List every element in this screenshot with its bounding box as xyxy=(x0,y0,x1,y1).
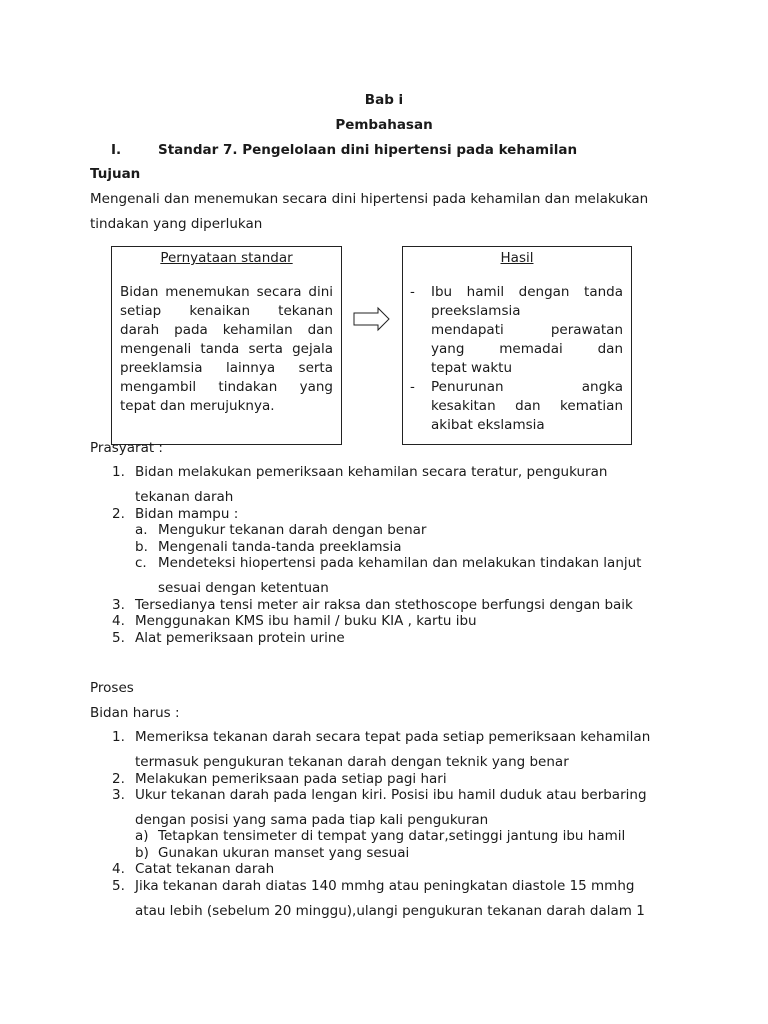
result-item-text: akibat ekslamsia xyxy=(431,417,545,433)
proses-subheading: Bidan harus : xyxy=(90,705,180,721)
list-marker: 4. xyxy=(112,613,125,629)
list-item-text: Tersedianya tensi meter air raksa dan stethoscope berfungsi dengan baik xyxy=(135,597,633,613)
list-item-text: Tetapkan tensimeter di tempat yang datar,setinggi jantung ibu hamil xyxy=(158,828,626,844)
result-item-line xyxy=(431,397,623,416)
statement-line: mengenali tanda serta gejala xyxy=(120,341,333,357)
chapter-title: Bab i xyxy=(364,92,404,108)
list-item-text: Bidan mampu : xyxy=(135,506,239,522)
result-item-text: yang memadai dan xyxy=(431,341,623,357)
result-item-text: kesakitan dan kematian xyxy=(431,398,623,414)
result-item-line xyxy=(410,283,623,302)
result-box-list xyxy=(410,283,623,435)
tujuan-text-line-1: Mengenali dan menemukan secara dini hipertensi pada kehamilan dan melakukan xyxy=(90,191,649,207)
list-item-text: Ukur tekanan darah pada lengan kiri. Posisi ibu hamil duduk atau berbaring xyxy=(135,787,647,803)
list-marker: 2. xyxy=(112,771,125,787)
statement-line: mengambil tindakan yang xyxy=(120,379,333,395)
statement-line: tepat dan merujuknya. xyxy=(120,398,275,414)
result-item-line xyxy=(431,321,623,340)
list-marker: 1. xyxy=(112,729,125,745)
statement-line: setiap kenaikan tekanan xyxy=(120,303,333,319)
list-marker: c. xyxy=(135,555,147,571)
statement-line: preeklamsia lainnya serta xyxy=(120,360,333,376)
result-item-text: mendapati perawatan xyxy=(431,322,623,338)
list-marker: a) xyxy=(135,828,149,844)
list-marker: 5. xyxy=(112,878,125,894)
result-item-line xyxy=(431,302,623,321)
list-marker: 3. xyxy=(112,787,125,803)
result-item-line xyxy=(431,340,623,359)
list-marker: 5. xyxy=(112,630,125,646)
list-item-text: Gunakan ukuran manset yang sesuai xyxy=(158,845,410,861)
statement-line: Bidan menemukan secara dini xyxy=(120,284,333,300)
result-box xyxy=(402,246,632,445)
list-marker: a. xyxy=(135,522,148,538)
list-item-text: Mendeteksi hiopertensi pada kehamilan dan melakukan tindakan lanjut xyxy=(158,555,642,571)
result-item-text: preekslamsia xyxy=(431,303,521,319)
list-item-text: Mengenali tanda-tanda preeklamsia xyxy=(158,539,402,555)
statement-box-text xyxy=(120,283,333,416)
list-item-text: sesuai dengan ketentuan xyxy=(158,580,329,596)
list-marker: 3. xyxy=(112,597,125,613)
list-item-text: dengan posisi yang sama pada tiap kali pengukuran xyxy=(135,812,489,828)
list-item-text: Jika tekanan darah diatas 140 mmhg atau peningkatan diastole 15 mmhg xyxy=(135,878,635,894)
tujuan-text-line-2: tindakan yang diperlukan xyxy=(90,216,263,232)
list-item-text: Catat tekanan darah xyxy=(135,861,275,877)
prasyarat-heading: Prasyarat : xyxy=(90,440,163,456)
list-item-text: tekanan darah xyxy=(135,489,234,505)
list-item-text: Melakukan pemeriksaan pada setiap pagi hari xyxy=(135,771,447,787)
list-marker: 4. xyxy=(112,861,125,877)
list-item-text: Alat pemeriksaan protein urine xyxy=(135,630,345,646)
result-item-text: Penurunan angka xyxy=(431,379,623,395)
result-box-title: Hasil xyxy=(500,250,534,266)
list-marker: 1. xyxy=(112,464,125,480)
list-item-text: Bidan melakukan pemeriksaan kehamilan secara teratur, pengukuran xyxy=(135,464,608,480)
list-marker: 2. xyxy=(112,506,125,522)
list-marker: b) xyxy=(135,845,149,861)
list-item-text: Memeriksa tekanan darah secara tepat pada setiap pemeriksaan kehamilan xyxy=(135,729,651,745)
result-item-line xyxy=(431,416,623,435)
right-arrow-icon xyxy=(352,306,392,332)
statement-box xyxy=(111,246,342,445)
list-dash: - xyxy=(410,379,415,395)
list-item-text: Menggunakan KMS ibu hamil / buku KIA , kartu ibu xyxy=(135,613,477,629)
result-item-text: tepat waktu xyxy=(431,360,513,376)
result-item-text: Ibu hamil dengan tanda xyxy=(431,284,623,300)
statement-box-title: Pernyataan standar xyxy=(160,250,293,266)
proses-heading: Proses xyxy=(90,680,134,696)
statement-line: darah pada kehamilan dan xyxy=(120,322,333,338)
standard-number: I. xyxy=(111,142,122,158)
list-marker: b. xyxy=(135,539,148,555)
list-item-text: Mengukur tekanan darah dengan benar xyxy=(158,522,427,538)
tujuan-heading: Tujuan xyxy=(90,166,141,182)
result-item-line xyxy=(410,378,623,397)
section-title: Pembahasan xyxy=(335,117,433,133)
standard-title: Standar 7. Pengelolaan dini hipertensi pada kehamilan xyxy=(158,142,578,158)
result-item-line xyxy=(431,359,623,378)
list-item-text: termasuk pengukuran tekanan darah dengan teknik yang benar xyxy=(135,754,569,770)
list-dash: - xyxy=(410,284,415,300)
list-item-text: atau lebih (sebelum 20 minggu),ulangi pengukuran tekanan darah dalam 1 xyxy=(135,903,645,919)
